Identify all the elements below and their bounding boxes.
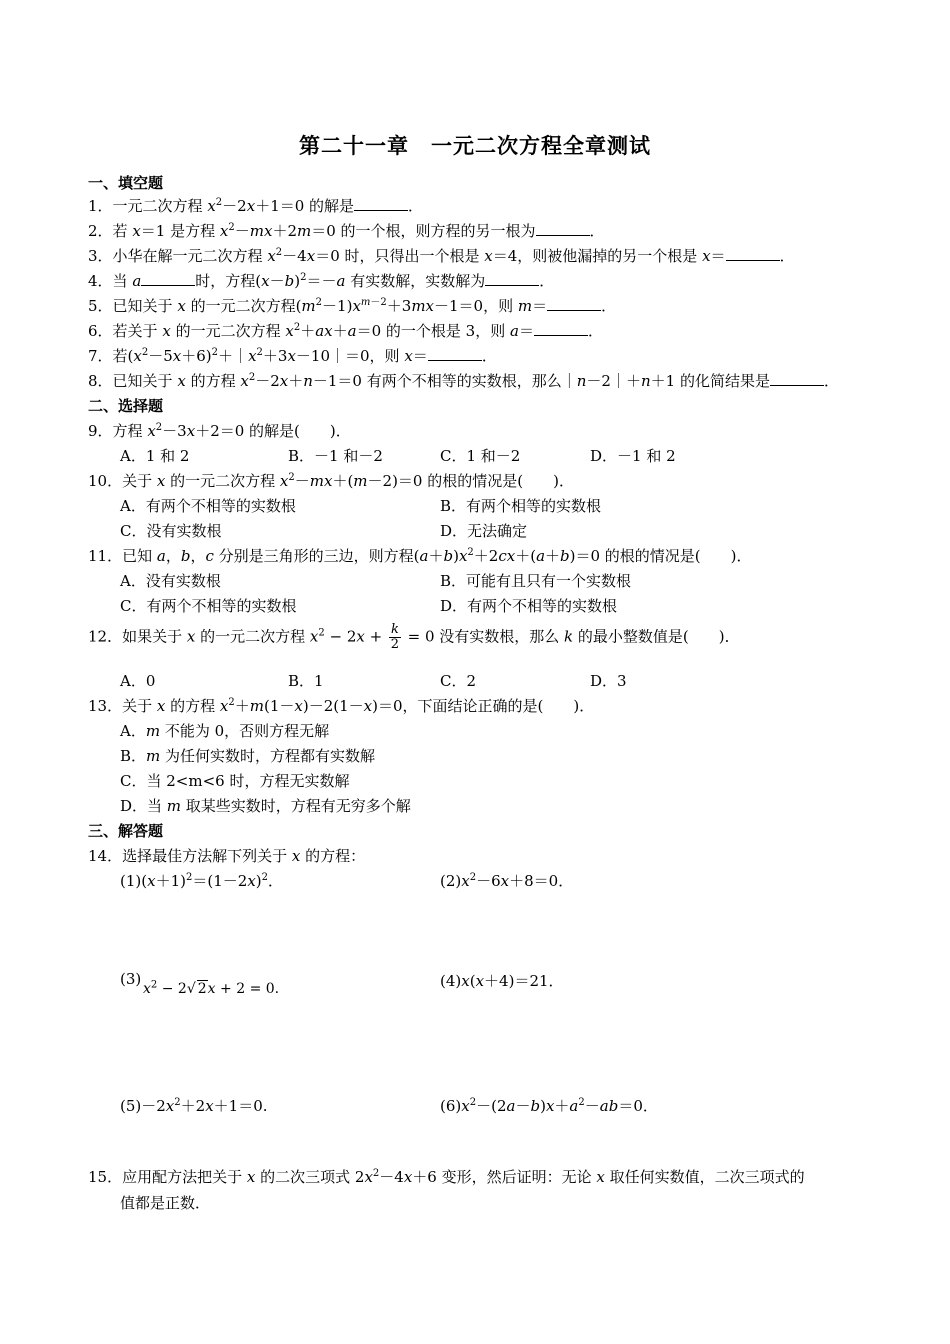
- question-5: 5．已知关于 x 的一元二次方程$(m^2-1)x^{m-2}+3mx-1=0$，则 m＝ ．: [88, 297, 617, 315]
- q13-option-d: D．当 m 取某些实数时，方程有无穷多个解: [120, 797, 411, 815]
- question-10: 10．关于 x 的一元二次方程 $x^2-mx+(m-2)=0$ 的根的情况是( )．: [88, 472, 574, 490]
- question-2: 2．若 x＝1 是方程 $x^2-mx+2m=0$ 的一个根，则方程的另一根为 ．: [88, 222, 605, 240]
- question-11: 11．已知 a，b，c 分别是三角形的三边，则方程$(a+b)x^2+2cx+(a+b)=0$ 的根的情况是( )．: [88, 547, 752, 565]
- question-6: 6．若关于 x 的一元二次方程 $x^2+ax+a=0$ 的一个根是 3，则 a＝ ．: [88, 322, 603, 340]
- q11-option-c: C．有两个不相等的实数根: [120, 597, 297, 615]
- q11-option-a: A．没有实数根: [120, 572, 221, 590]
- question-9: 9．方程 $x^2-3x+2=0$ 的解是( )．: [88, 422, 351, 440]
- question-15: 15．应用配方法把关于 x 的二次三项式 $2x^2-4x+6$ 变形，然后证明：无论 x 取任何实数值，二次三项式的: [88, 1168, 805, 1186]
- q14-part-5: $(5)-2x^2+2x+1=0$.: [120, 1097, 268, 1115]
- q11-option-d: D．有两个不相等的实数根: [440, 597, 618, 615]
- question-13: 13．关于 x 的方程 $x^2+m(1-x)-2(1-x)=0$，下面结论正确的是( )．: [88, 697, 595, 715]
- q13-option-a: A．m 不能为 0，否则方程无解: [120, 722, 330, 740]
- q12-option-d: D．3: [590, 672, 627, 690]
- question-15-line-2: 值都是正数．: [120, 1194, 211, 1212]
- q9-option-b: B．－1 和－2: [288, 447, 383, 465]
- q14-part-3: (3): [120, 970, 142, 988]
- question-1: 1．一元二次方程 $x^2-2x+1=0$ 的解是 ．: [88, 197, 424, 215]
- q13-option-c: C．当 2<m<6 时，方程无实数解: [120, 772, 350, 790]
- fraction-k-over-2: $\frac{k}{2}$: [390, 622, 400, 652]
- q14-part-2: $(2)x^2-6x+8=0$．: [440, 872, 574, 890]
- question-4: 4．当 a 时，方程$(x-b)^2=-a$ 有实数解，实数解为 ．: [88, 272, 555, 290]
- q14-part-4: (4)x(x＋4)＝21．: [440, 972, 564, 990]
- q9-option-c: C．1 和－2: [440, 447, 521, 465]
- q9-option-a: A．1 和 2: [120, 447, 190, 465]
- page-title: 第二十一章 一元二次方程全章测试: [299, 134, 651, 158]
- q10-option-b: B．有两个相等的实数根: [440, 497, 602, 515]
- q11-option-b: B．可能有且只有一个实数根: [440, 572, 632, 590]
- q13-option-b: B．m 为任何实数时，方程都有实数解: [120, 747, 376, 765]
- question-12: 12．如果关于 x 的一元二次方程 $x^2 - 2x$ + $\frac{k}{2}$ = 0 没有实数根，那么 k 的最小整数值是( )．: [88, 622, 740, 652]
- q10-option-a: A．有两个不相等的实数根: [120, 497, 296, 515]
- section-solve: 三、解答题: [88, 822, 164, 840]
- section-choice: 二、选择题: [88, 397, 164, 415]
- q14-part-3-equation: $x^2 - 2√$ 2x + 2 = 0.: [143, 979, 280, 997]
- q12-option-c: C．2: [440, 672, 477, 690]
- question-14: 14．选择最佳方法解下列关于 x 的方程：: [88, 847, 366, 865]
- question-3: 3．小华在解一元二次方程 $x^2-4x=0$ 时，只得出一个根是 x＝4，则被他漏掉的另一个根是 x＝ ．: [88, 247, 795, 265]
- question-7: 7．若$(x^2-5x+6)^2+|x^2+3x-10|=0$，则 x＝ ．: [88, 347, 497, 365]
- question-8: 8．已知关于 x 的方程 $x^2-2x+n-1=0$ 有两个不相等的实数根，那么｜n－2｜＋n＋1 的化简结果是 ．: [88, 372, 839, 390]
- q14-part-1: $(1)(x+1)^2=(1-2x)^2$．: [120, 872, 284, 890]
- q10-option-d: D．无法确定: [440, 522, 528, 540]
- q9-option-d: D．－1 和 2: [590, 447, 676, 465]
- section-fill-in: 一、填空题: [88, 174, 164, 192]
- q14-part-6: $(6)x^2-(2a-b)x+a^2-ab=0$．: [440, 1097, 658, 1115]
- q10-option-c: C．没有实数根: [120, 522, 222, 540]
- q12-option-b: B．1: [288, 672, 324, 690]
- q12-option-a: A．0: [120, 672, 156, 690]
